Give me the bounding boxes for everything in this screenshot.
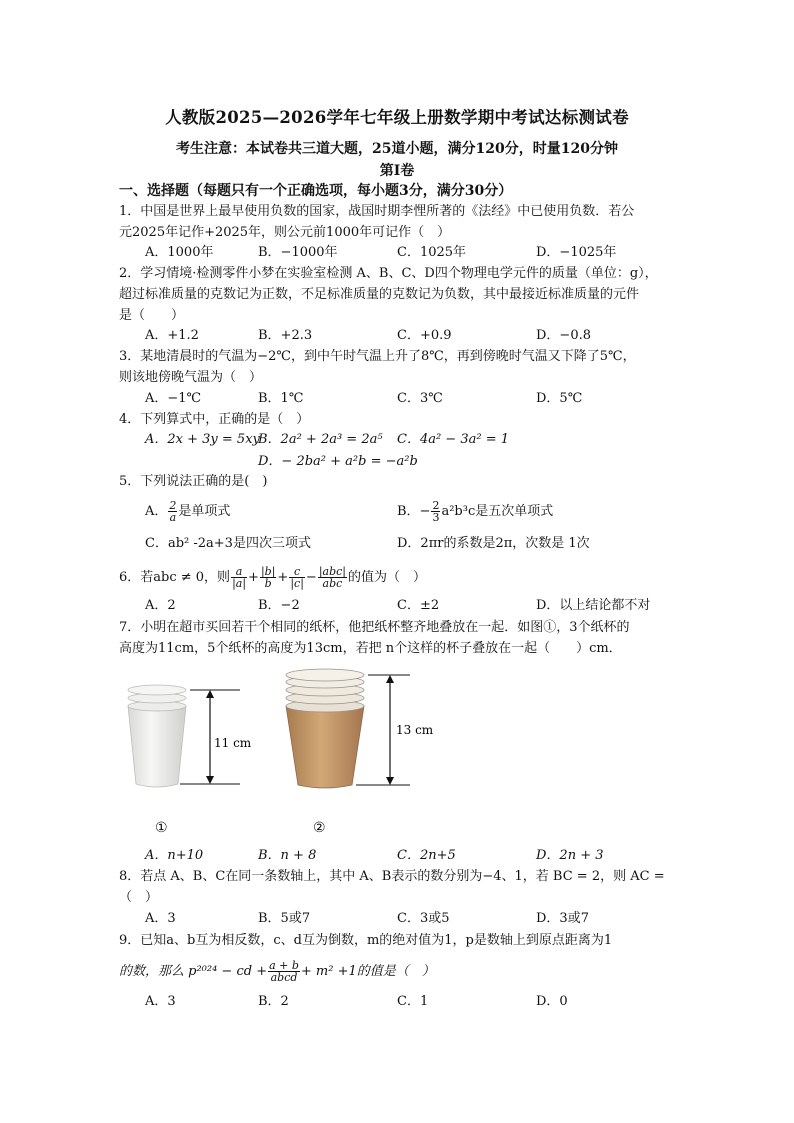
- q2-line2: 超过标准质量的克数记为正数，不足标准质量的克数记为负数，其中最接近标准质量的元件: [119, 287, 640, 302]
- q6-fraction-3: [289, 566, 305, 589]
- arrow-up-icon: [386, 675, 394, 683]
- q5-line1: 5．下列说法正确的是( ): [119, 474, 268, 489]
- q4-option-c[interactable]: C．4a² − 3a² = 1: [397, 432, 509, 447]
- q8-line1: 8．若点 A、B、C在同一条数轴上，其中 A、B表示的数分别为−4、1，若 BC = 2，则 AC =: [119, 869, 665, 884]
- frac-numerator: |b|: [260, 565, 276, 578]
- q8-option-d[interactable]: D．3或7: [536, 911, 589, 926]
- q5-option-a-text: 是单项式: [178, 504, 231, 519]
- frac-denominator: |a|: [232, 577, 247, 590]
- frac-numerator: c: [289, 566, 305, 578]
- q3-option-b[interactable]: B．1℃: [258, 391, 304, 406]
- q1-option-b[interactable]: B．−1000年: [258, 245, 338, 260]
- kraft-cup-body: [286, 706, 364, 788]
- q5-option-b-fraction: [431, 500, 440, 523]
- q7-option-a[interactable]: A．n+10: [145, 848, 204, 863]
- q7-line2: 高度为11cm，5个纸杯的高度为13cm，若把 n个这样的杯子叠放在一起（ ）cm．: [119, 641, 622, 656]
- q3-line2: 则该地傍晚气温为（ ）: [119, 370, 263, 385]
- frac-numerator: a + b: [269, 959, 299, 972]
- q7-option-b[interactable]: B．n + 8: [258, 848, 317, 863]
- figure-2-kraft-cups: [280, 668, 450, 793]
- q6-fraction-4: [318, 566, 347, 589]
- q1-line1: 1．中国是世界上最早使用负数的国家，战国时期李悝所著的《法经》中已使用负数．若公: [119, 204, 635, 219]
- q5-option-a-label: A．: [145, 504, 168, 519]
- q6-line1: 6．若abc ≠ 0，则 $\frac{a}{|a|}$ + $\frac{|b|}{b}$ + $\frac{c}{|c|}$ − $\frac{\text{|abc|}}{\text{abc}}$ 的值为（ ）: [119, 565, 427, 590]
- volume-label: 第Ⅰ卷: [379, 163, 415, 179]
- arrow-up-icon: [206, 690, 214, 698]
- q5-option-d[interactable]: D．2πr的系数是2π，次数是 1次: [397, 536, 590, 551]
- exam-notice: 考生注意：本试卷共三道大题，25道小题，满分120分，时量120分钟: [176, 141, 618, 157]
- white-cup-body: [128, 706, 186, 787]
- q5-option-b[interactable]: [397, 500, 553, 523]
- q7-option-c[interactable]: C．2n+5: [397, 848, 456, 863]
- q9-option-d[interactable]: D．0: [536, 994, 568, 1009]
- q5-option-a-fraction: [168, 500, 177, 523]
- exam-title: 人教版2025—2026学年七年级上册数学期中考试达标测试卷: [165, 108, 629, 127]
- q4-line1: 4．下列算式中，正确的是（ ）: [119, 412, 310, 427]
- frac-denominator: abcd: [270, 971, 298, 984]
- q9-fraction: [268, 960, 300, 983]
- q6-option-b[interactable]: B．−2: [258, 598, 300, 613]
- q4-option-b[interactable]: B．2a² + 2a³ = 2a⁵: [258, 432, 383, 447]
- figure-1-white-cups: [120, 680, 260, 795]
- fig2-height-label: 13 cm: [396, 723, 434, 737]
- q9-option-c[interactable]: C．1: [397, 994, 429, 1009]
- q8-option-a[interactable]: A．3: [145, 911, 176, 926]
- q4-option-d[interactable]: D．− 2ba² + a²b = −a²b: [258, 454, 418, 469]
- frac-denominator: b: [264, 577, 272, 590]
- frac-numerator: |abc|: [318, 565, 346, 578]
- frac-denominator: a: [169, 511, 177, 524]
- q3-line1: 3．某地清晨时的气温为−2℃，到中午时气温上升了8℃，再到傍晚时气温又下降了5℃，: [119, 349, 636, 364]
- q6-fraction-2: [260, 566, 276, 589]
- q9-line2-prefix: 的数，那么 p²⁰²⁴ − cd +: [119, 964, 268, 979]
- section-heading: 一、选择题（每题只有一个正确选项，每小题3分，满分30分）: [119, 183, 513, 199]
- q2-line1: 2．学习情境·检测零件小梦在实验室检测 A、B、C、D四个物理电学元件的质量（单位：g），: [119, 266, 658, 281]
- q8-line2: （ ）: [119, 890, 159, 905]
- q8-option-b[interactable]: B．5或7: [258, 911, 311, 926]
- q5-option-a[interactable]: [145, 500, 230, 523]
- kraft-cup-rim-1: [286, 669, 364, 681]
- q2-option-b[interactable]: B．+2.3: [258, 328, 313, 343]
- arrow-down-icon: [386, 777, 394, 785]
- fig1-height-label: 11 cm: [214, 736, 252, 750]
- q2-option-c[interactable]: C．+0.9: [397, 328, 452, 343]
- q2-option-d[interactable]: D．−0.8: [536, 328, 591, 343]
- q9-option-a[interactable]: A．3: [145, 994, 176, 1009]
- q9-option-b[interactable]: B．2: [258, 994, 289, 1009]
- q1-line2: 元2025年记作+2025年，则公元前1000年可记作（ ）: [119, 225, 451, 240]
- q8-option-c[interactable]: C．3或5: [397, 911, 450, 926]
- frac-numerator: 2: [432, 499, 440, 512]
- q5-option-b-label: B．−: [397, 504, 431, 519]
- q1-option-a[interactable]: A．1000年: [145, 245, 214, 260]
- white-cup-rim-1: [128, 685, 186, 695]
- q6-option-c[interactable]: C．±2: [397, 598, 440, 613]
- frac-numerator: a: [231, 566, 247, 578]
- q2-line3: 是（ ）: [119, 308, 185, 323]
- q7-option-d[interactable]: D．2n + 3: [536, 848, 604, 863]
- q6-prefix: 6．若abc ≠ 0，则: [119, 570, 231, 585]
- arrow-down-icon: [206, 776, 214, 784]
- figure-2-label: ②: [313, 820, 326, 836]
- frac-numerator: 2: [169, 499, 177, 512]
- q5-option-b-text: a²b³c是五次单项式: [441, 504, 554, 519]
- q3-option-a[interactable]: A．−1℃: [145, 391, 202, 406]
- figure-1-label: ①: [155, 820, 168, 836]
- q1-option-c[interactable]: C．1025年: [397, 245, 467, 260]
- frac-denominator: abc: [322, 577, 343, 590]
- q6-fraction-1: [231, 566, 247, 589]
- q7-line1: 7．小明在超市买回若干个相同的纸杯，他把纸杯整齐地叠放在一起．如图①，3个纸杯的: [119, 620, 630, 635]
- q3-option-d[interactable]: D．5℃: [536, 391, 583, 406]
- frac-denominator: |c|: [290, 577, 304, 590]
- q4-option-a[interactable]: A．2x + 3y = 5xy: [145, 432, 260, 447]
- q3-option-c[interactable]: C．3℃: [397, 391, 443, 406]
- q9-line2-suffix: + m² +1的值是（ ）: [300, 964, 435, 979]
- q6-option-a[interactable]: A．2: [145, 598, 176, 613]
- q1-option-d[interactable]: D．−1025年: [536, 245, 617, 260]
- q9-line1: 9．已知a、b互为相反数，c、d互为倒数，m的绝对值为1，p是数轴上到原点距离为1: [119, 933, 613, 948]
- q5-option-c[interactable]: C．ab² -2a+3是四次三项式: [145, 536, 311, 551]
- q6-suffix: 的值为（ ）: [348, 570, 427, 585]
- q2-option-a[interactable]: A．+1.2: [145, 328, 199, 343]
- frac-denominator: 3: [432, 511, 440, 524]
- q6-option-d[interactable]: D．以上结论都不对: [536, 598, 651, 613]
- q9-line2: [119, 960, 435, 983]
